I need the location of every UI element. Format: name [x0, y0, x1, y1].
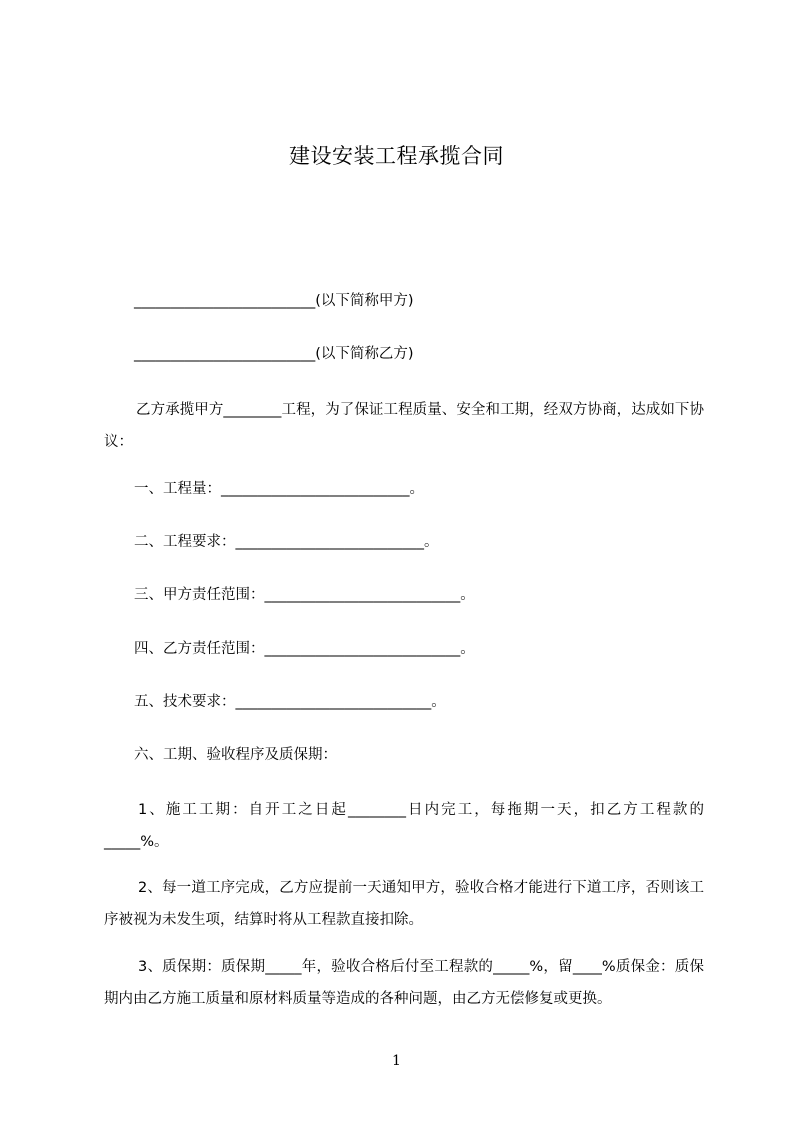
- item-1-paragraph: 1、施工工期：自开工之日起________日内完工，每拖期一天，扣乙方工程款的_____%。: [104, 802, 704, 850]
- item-3-paragraph: 3、质保期：质保期_____年，验收合格后付至工程款的_____%，留____%质保金：质保期内由乙方施工质量和原材料质量等造成的各种问题，由乙方无偿修复或更换。: [104, 959, 704, 1007]
- clause-5: 五、技术要求：___________________________。: [134, 694, 446, 710]
- intro-paragraph: 乙方承揽甲方________工程，为了保证工程质量、安全和工期，经双方协商，达成如下协议：: [104, 402, 704, 450]
- clause-4: 四、乙方责任范围：___________________________。: [134, 641, 475, 657]
- party-a-line: _________________________(以下简称甲方): [134, 293, 414, 309]
- page-number: 1: [392, 1053, 401, 1069]
- item-2-paragraph: 2、每一道工序完成，乙方应提前一天通知甲方，验收合格才能进行下道工序，否则该工序被视为未发生项，结算时将从工程款直接扣除。: [104, 880, 704, 928]
- party-b-line: _________________________(以下简称乙方): [134, 346, 414, 362]
- clause-1: 一、工程量：__________________________。: [134, 481, 424, 497]
- clause-6: 六、工期、验收程序及质保期：: [134, 747, 337, 763]
- page-title: 建设安装工程承揽合同: [289, 144, 504, 168]
- clause-2: 二、工程要求：__________________________。: [134, 534, 439, 550]
- clause-3: 三、甲方责任范围：___________________________。: [134, 587, 475, 603]
